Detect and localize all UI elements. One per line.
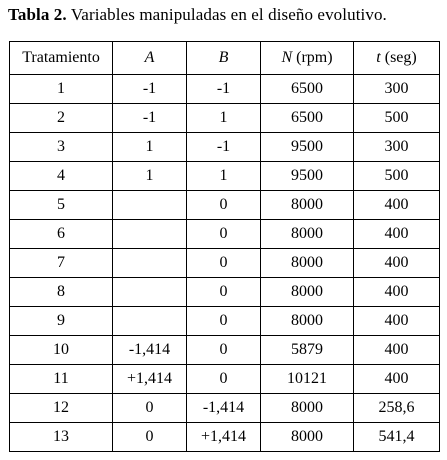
table-row <box>10 394 440 423</box>
header-unit: (rpm) <box>292 49 333 66</box>
cell-tratamiento: 13 <box>10 423 113 452</box>
header-a <box>113 42 187 75</box>
cell-n: 6500 <box>261 104 354 133</box>
table-caption <box>8 5 387 25</box>
header-symbol: N <box>281 49 293 66</box>
cell-t: 400 <box>354 191 440 220</box>
table-header <box>10 42 440 75</box>
table-row <box>10 278 440 307</box>
table-body <box>10 75 440 452</box>
cell-a <box>113 249 187 278</box>
cell-a <box>113 278 187 307</box>
cell-tratamiento: 7 <box>10 249 113 278</box>
cell-n: 9500 <box>261 162 354 191</box>
cell-b: -1 <box>187 75 261 104</box>
cell-a: 1 <box>113 162 187 191</box>
cell-t: 400 <box>354 249 440 278</box>
cell-tratamiento: 3 <box>10 133 113 162</box>
cell-b: 0 <box>187 191 261 220</box>
header-symbol: t <box>376 49 381 66</box>
cell-n: 8000 <box>261 423 354 452</box>
cell-t: 300 <box>354 133 440 162</box>
cell-t: 400 <box>354 365 440 394</box>
cell-t: 300 <box>354 75 440 104</box>
cell-b: -1,414 <box>187 394 261 423</box>
cell-n: 5879 <box>261 336 354 365</box>
header-symbol: B <box>218 49 229 66</box>
cell-n: 8000 <box>261 191 354 220</box>
table-row <box>10 75 440 104</box>
cell-b: 1 <box>187 104 261 133</box>
cell-tratamiento: 6 <box>10 220 113 249</box>
cell-tratamiento: 2 <box>10 104 113 133</box>
cell-t: 541,4 <box>354 423 440 452</box>
cell-tratamiento: 9 <box>10 307 113 336</box>
table-row <box>10 423 440 452</box>
cell-tratamiento: 11 <box>10 365 113 394</box>
cell-b: 0 <box>187 365 261 394</box>
cell-tratamiento: 1 <box>10 75 113 104</box>
header-t-seg <box>354 42 440 75</box>
cell-a <box>113 307 187 336</box>
cell-b: 0 <box>187 336 261 365</box>
cell-a: 0 <box>113 394 187 423</box>
caption-text: Variables manipuladas en el diseño evolutivo. <box>70 5 387 24</box>
cell-n: 10121 <box>261 365 354 394</box>
cell-t: 400 <box>354 220 440 249</box>
table-row <box>10 365 440 394</box>
cell-t: 500 <box>354 104 440 133</box>
cell-t: 500 <box>354 162 440 191</box>
cell-t: 400 <box>354 278 440 307</box>
cell-b: 0 <box>187 307 261 336</box>
cell-tratamiento: 5 <box>10 191 113 220</box>
table-row <box>10 307 440 336</box>
cell-n: 9500 <box>261 133 354 162</box>
cell-t: 400 <box>354 307 440 336</box>
cell-tratamiento: 4 <box>10 162 113 191</box>
cell-n: 8000 <box>261 249 354 278</box>
cell-a: -1,414 <box>113 336 187 365</box>
cell-b: 0 <box>187 278 261 307</box>
cell-b: +1,414 <box>187 423 261 452</box>
cell-t: 258,6 <box>354 394 440 423</box>
cell-t: 400 <box>354 336 440 365</box>
cell-a: 0 <box>113 423 187 452</box>
cell-tratamiento: 12 <box>10 394 113 423</box>
caption-label: Tabla 2. <box>8 5 67 24</box>
table-row <box>10 249 440 278</box>
cell-b: 0 <box>187 220 261 249</box>
variables-table <box>9 41 440 452</box>
table-row <box>10 162 440 191</box>
cell-a: -1 <box>113 75 187 104</box>
header-row <box>10 42 440 75</box>
header-b <box>187 42 261 75</box>
table-row <box>10 191 440 220</box>
cell-tratamiento: 10 <box>10 336 113 365</box>
cell-b: 1 <box>187 162 261 191</box>
cell-b: -1 <box>187 133 261 162</box>
cell-n: 8000 <box>261 220 354 249</box>
cell-a <box>113 220 187 249</box>
header-text: Tratamiento <box>22 49 100 66</box>
cell-n: 8000 <box>261 307 354 336</box>
cell-n: 8000 <box>261 278 354 307</box>
cell-a <box>113 191 187 220</box>
table-row <box>10 133 440 162</box>
cell-n: 8000 <box>261 394 354 423</box>
header-symbol: A <box>144 49 155 66</box>
cell-a: -1 <box>113 104 187 133</box>
cell-a: +1,414 <box>113 365 187 394</box>
table-row <box>10 336 440 365</box>
table-row <box>10 220 440 249</box>
table-row <box>10 104 440 133</box>
cell-n: 6500 <box>261 75 354 104</box>
cell-tratamiento: 8 <box>10 278 113 307</box>
header-n-rpm <box>261 42 354 75</box>
cell-a: 1 <box>113 133 187 162</box>
cell-b: 0 <box>187 249 261 278</box>
header-unit: (seg) <box>380 49 417 66</box>
header-tratamiento <box>10 42 113 75</box>
